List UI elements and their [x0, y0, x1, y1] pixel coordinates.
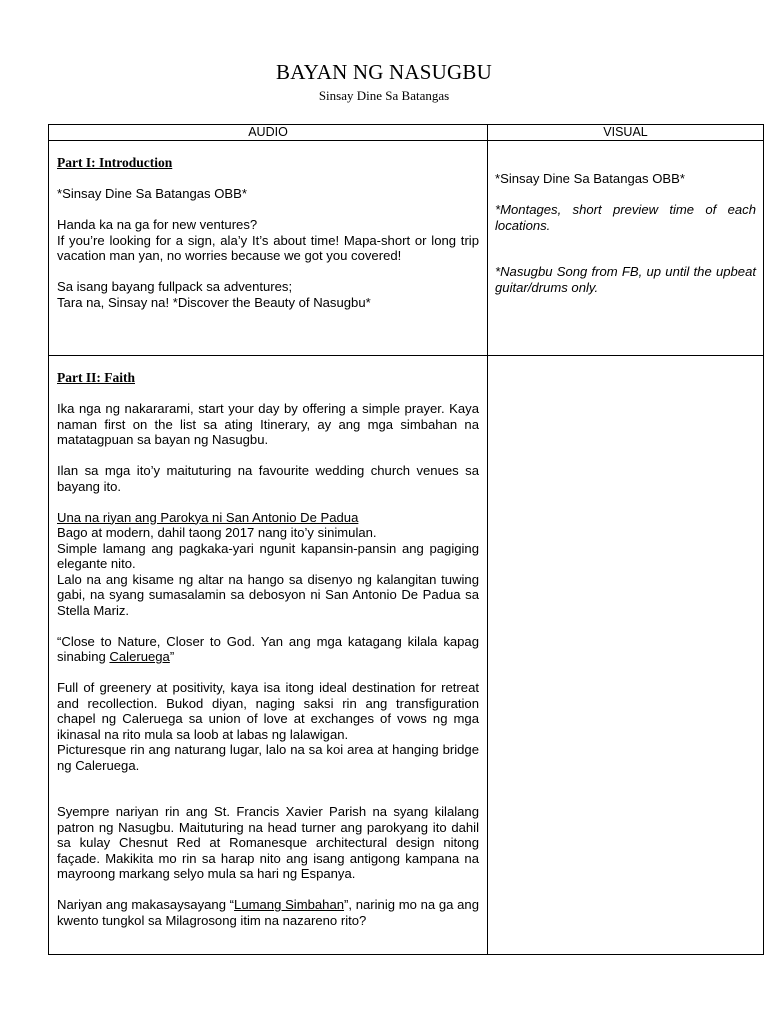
quote-end: ”	[169, 649, 175, 664]
lumang-end: ”, narinig mo na ga ang kwento tungkol sa Milagrosong itim na nazareno rito?	[57, 897, 479, 928]
part2-quote	[57, 634, 479, 665]
table-header-row	[49, 125, 764, 141]
part1-line: Handa ka na ga for new ventures?	[57, 217, 258, 232]
part2-paragraph: Picturesque rin ang naturang lugar, lalo na sa koi area at hanging bridge ng Caleruega.	[57, 742, 479, 773]
document-subtitle: Sinsay Dine Sa Batangas	[318, 88, 450, 103]
audio-column-header: AUDIO	[49, 125, 488, 141]
script-table	[48, 124, 764, 955]
lumang-simbahan-link: Lumang Simbahan	[234, 897, 345, 912]
part2-line: Bago at modern, dahil taong 2017 nang ito’y sinimulan.	[57, 525, 377, 540]
part1-line: Sa isang bayang fullpack sa adventures;	[57, 279, 293, 294]
parish-heading: Una na riyan ang Parokya ni San Antonio De Padua	[57, 509, 359, 525]
part2-paragraph: Ilan sa mga ito’y maituturing na favourite wedding church venues sa bayang ito.	[57, 463, 479, 494]
table-row-part1	[49, 141, 764, 356]
part2-paragraph: Syempre nariyan rin ang St. Francis Xavier Parish na syang kilalang patron ng Nasugbu. Maituturing na head turner ang parokyang ito dahil sa kulay Chesnut Red at Romanesque architectural design nitong façade. Makikita mo rin sa harap nito ang isang antigong kampana na mayroong markang selyo mula sa hari ng Espanya.	[57, 804, 479, 881]
part1-paragraph: If you’re looking for a sign, ala’y It’s about time! Mapa-short or long trip vacation man yan, no worries because we got you covered!	[57, 232, 479, 263]
visual-column-header: VISUAL	[488, 125, 764, 141]
visual-note: *Montages, short preview time of each locations.	[495, 202, 756, 233]
quote-text: “Close to Nature, Closer to God. Yan ang mga katagang kilala kapag sinabing	[57, 633, 479, 664]
visual-note: *Nasugbu Song from FB, up until the upbeat guitar/drums only.	[495, 264, 756, 295]
part1-obb: *Sinsay Dine Sa Batangas OBB*	[57, 186, 247, 201]
visual-cell-part1	[488, 141, 764, 356]
lumang-text: Nariyan ang makasaysayang “	[57, 897, 235, 912]
part2-line: Simple lamang ang pagkaka-yari ngunit kapansin-pansin ang pagiging elegante nito.	[57, 540, 479, 571]
audio-cell-part2	[49, 356, 488, 955]
audio-cell-part1	[49, 141, 488, 356]
part1-heading: Part I: Introduction	[57, 155, 173, 170]
part2-line: Lalo na ang kisame ng altar na hango sa disenyo ng kalangitan tuwing gabi, na syang sumasalamin sa debosyon ni San Antonio De Padua sa Stella Mariz.	[57, 571, 479, 618]
part2-paragraph: Ika nga ng nakararami, start your day by offering a simple prayer. Kaya naman first on the list sa ating Itinerary, ay ang mga simbahan na matatagpuan sa bayan ng Nasugbu.	[57, 401, 479, 447]
part2-heading: Part II: Faith	[57, 370, 135, 385]
document-title: BAYAN NG NASUGBU	[276, 60, 492, 84]
visual-cell-part2	[488, 356, 764, 955]
table-row-part2	[49, 356, 764, 955]
part1-line: Tara na, Sinsay na! *Discover the Beauty of Nasugbu*	[57, 294, 371, 310]
visual-note: *Sinsay Dine Sa Batangas OBB*	[495, 171, 685, 186]
part2-paragraph	[57, 897, 479, 928]
part2-paragraph: Full of greenery at positivity, kaya isa itong ideal destination for retreat and recollection. Bukod diyan, naging saksi rin ang transfiguration chapel ng Caleruega sa union of love at exchanges of vows ng mga ikinasal na rito mula sa loob at labas ng lalawigan.	[57, 680, 479, 742]
caleruega-link: Caleruega	[109, 649, 170, 664]
